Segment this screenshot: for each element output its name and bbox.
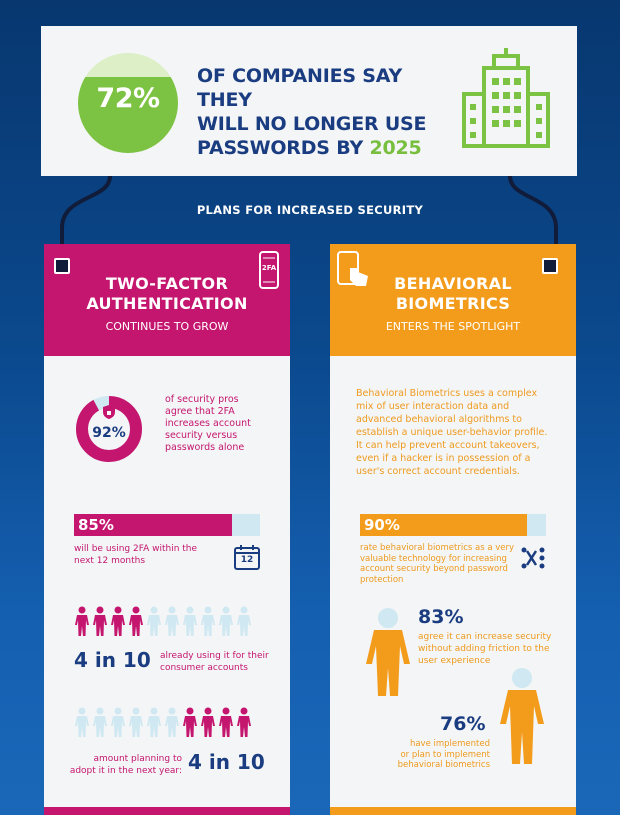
phone-label: 2FA: [261, 264, 277, 272]
person-icon: [146, 606, 162, 636]
stat1-value: 83%: [418, 606, 464, 628]
progress-text-line: protection: [360, 574, 404, 585]
people1-text-line: already using it for their: [160, 651, 269, 661]
paragraph-line: establish a unique user-behavior profile.: [356, 427, 548, 438]
progress-text-line: will be using 2FA within the: [74, 544, 198, 554]
person-icon: [146, 707, 162, 737]
behavioral-progress-bar: [360, 514, 546, 536]
person-icon-highlighted: [182, 707, 198, 737]
paragraph-line: user's correct account credentials.: [356, 466, 520, 477]
behavioral-column: [330, 244, 576, 815]
headline-line3-prefix: PASSWORDS BY: [197, 137, 370, 159]
donut-value: 92%: [92, 425, 126, 441]
people2-value: 4 in 10: [188, 750, 265, 774]
top-percent: 72%: [96, 83, 160, 114]
people-row-planning: [74, 707, 252, 737]
shield-icon: [102, 404, 116, 420]
progress-value: 85%: [78, 516, 114, 534]
person-icon-highlighted: [92, 606, 108, 636]
person-icon: [218, 606, 234, 636]
behavioral-paragraph: [356, 387, 572, 478]
headline-year: 2025: [369, 137, 422, 159]
person-icon: [74, 707, 90, 737]
person-figure-orange: [498, 666, 546, 766]
plug-icon: [542, 258, 558, 274]
person-icon: [110, 707, 126, 737]
people1-text: [160, 650, 280, 674]
donut-text-line: agree that 2FA: [165, 406, 235, 417]
progress-text-line: valuable technology for increasing: [360, 553, 507, 564]
stat1-text: [418, 631, 568, 667]
paragraph-line: even if a hacker is in possession of a: [356, 453, 531, 464]
stat2-text-line: or plan to implement: [400, 749, 490, 760]
behavioral-title-line2: BIOMETRICS: [395, 294, 511, 313]
people1-value: 4 in 10: [74, 648, 151, 672]
donut-text-line: security versus: [165, 430, 238, 441]
paragraph-line: advanced behavioral algorithms to: [356, 414, 522, 425]
stat1-text-line: without adding friction to the: [418, 644, 550, 654]
person-icon-highlighted: [128, 606, 144, 636]
building-icon: [462, 48, 550, 150]
progress-value: 90%: [364, 516, 400, 534]
stat2-text: [380, 739, 490, 771]
bottom-strip: [44, 807, 290, 815]
person-icon-highlighted: [110, 606, 126, 636]
person-icon-highlighted: [236, 707, 252, 737]
person-icon: [182, 606, 198, 636]
behavioral-subtitle: ENTERS THE SPOTLIGHT: [385, 320, 521, 333]
plug-icon: [54, 258, 70, 274]
paragraph-line: It can help prevent account takeovers,: [356, 440, 540, 451]
bottom-strip: [330, 807, 576, 815]
stat2-value: 76%: [440, 713, 486, 735]
people-row-consumer: [74, 606, 252, 636]
donut-text: [165, 394, 285, 454]
headline-line1: OF COMPANIES SAY THEY: [197, 65, 403, 111]
two-factor-column: [44, 244, 290, 815]
person-icon-highlighted: [200, 707, 216, 737]
person-icon-highlighted: [218, 707, 234, 737]
two-factor-title-line2: AUTHENTICATION: [86, 294, 248, 313]
two-factor-subtitle: CONTINUES TO GROW: [105, 320, 229, 333]
people1-text-line: consumer accounts: [160, 663, 248, 673]
person-icon: [200, 606, 216, 636]
headline-line3: [197, 136, 447, 160]
paragraph-line: mix of user interaction data and: [356, 401, 510, 412]
stat2-text-line: behavioral biometrics: [397, 760, 490, 770]
two-factor-progress-bar: [74, 514, 260, 536]
donut-text-line: passwords alone: [165, 442, 245, 453]
top-headline: [197, 64, 447, 160]
two-factor-header: [44, 244, 290, 356]
donut-text-line: increases account: [165, 418, 251, 429]
progress-text: [74, 543, 234, 567]
progress-text-line: account security beyond password: [360, 564, 508, 574]
person-figure-blue-head: [364, 606, 412, 696]
stat1-text-line: agree it can increase security: [418, 632, 552, 642]
people2-text-line: amount planning to: [93, 754, 182, 764]
two-factor-title-line1: TWO-FACTOR: [105, 274, 229, 293]
behavioral-title-line1: BEHAVIORAL: [394, 274, 512, 293]
person-icon: [164, 707, 180, 737]
people2-text: [64, 753, 182, 777]
section-heading: PLANS FOR INCREASED SECURITY: [196, 203, 424, 217]
progress-text-line: next 12 months: [74, 556, 146, 566]
stat1-text-line: user experience: [418, 656, 491, 666]
progress-text-line: rate behavioral biometrics as a very: [360, 543, 515, 553]
donut-text-line: of security pros: [165, 394, 239, 405]
person-icon: [236, 606, 252, 636]
headline-line2: WILL NO LONGER USE: [197, 113, 427, 135]
percent-circle: [78, 53, 178, 153]
stat2-text-line: have implemented: [409, 739, 490, 749]
person-icon-highlighted: [74, 606, 90, 636]
behavioral-progress-text: [360, 543, 520, 585]
paragraph-line: Behavioral Biometrics uses a complex: [356, 388, 538, 399]
shuffle-icon: [520, 546, 546, 570]
person-icon: [128, 707, 144, 737]
person-icon: [92, 707, 108, 737]
person-icon: [164, 606, 180, 636]
people2-text-line: adopt it in the next year:: [69, 766, 182, 776]
behavioral-header: [330, 244, 576, 356]
calendar-number: 12: [240, 555, 254, 565]
